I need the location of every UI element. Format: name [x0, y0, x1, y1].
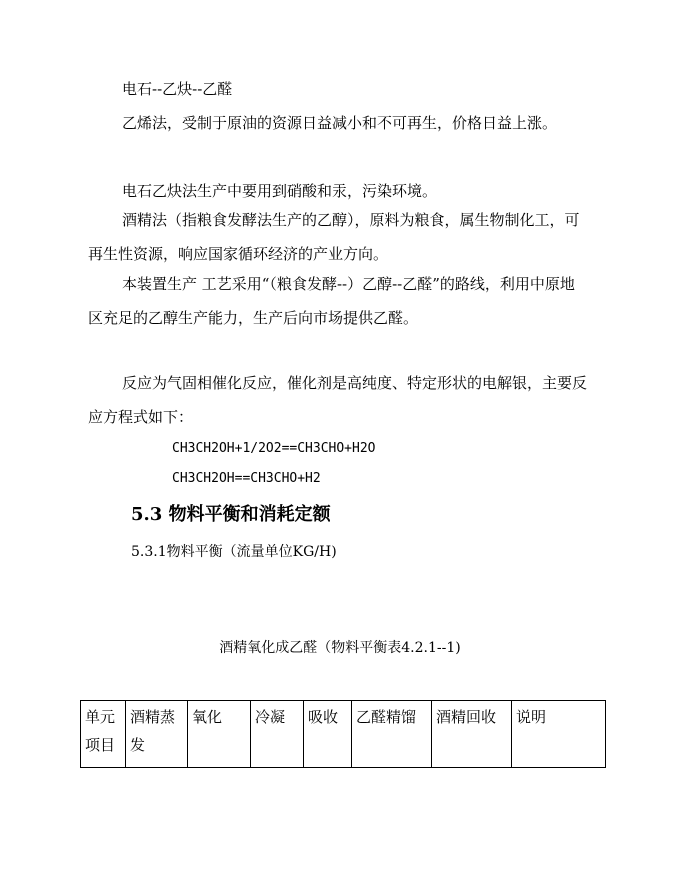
header-cell-recovery: 酒精回收 [432, 701, 512, 768]
material-balance-table [80, 700, 606, 768]
header-cell-distillation: 乙醛精馏 [352, 701, 432, 768]
paragraph-6: 反应为气固相催化反应，催化剂是高纯度、特定形状的电解银，主要反应方程式如下： [88, 374, 588, 426]
paragraph-1: 电石--乙炔--乙醛 [122, 80, 233, 98]
header-cell-unit: 单元项目 [81, 701, 126, 768]
header-cell-oxidation: 氧化 [188, 701, 251, 768]
paragraph-5: 本装置生产 工艺采用“（粮食发酵--）乙醇--乙醛”的路线，利用中原地区充足的乙醇生产能力，生产后向市场提供乙醛。 [88, 275, 575, 327]
header-cell-notes: 说明 [512, 701, 606, 768]
paragraph-4: 酒精法（指粮食发酵法生产的乙醇），原料为粮食，属生物制化工，可再生性资源，响应国家循环经济的产业方向。 [88, 211, 580, 263]
header-cell-absorption: 吸收 [304, 701, 352, 768]
subsection-heading: 5.3.1物料平衡（流量单位KG/H) [131, 544, 337, 560]
equation-1: CH3CH2OH+1/2O2==CH3CHO+H2O [172, 441, 376, 456]
paragraph-2: 乙烯法，受制于原油的资源日益减小和不可再生，价格日益上涨。 [122, 114, 558, 132]
table-caption: 酒精氧化成乙醛（物料平衡表4.2.1--1) [219, 640, 461, 656]
equation-2: CH3CH2OH==CH3CHO+H2 [172, 471, 321, 486]
header-cell-evaporation: 酒精蒸发 [126, 701, 188, 768]
header-cell-condensation: 冷凝 [251, 701, 304, 768]
table-header-row [81, 701, 606, 768]
section-heading: 5.3 物料平衡和消耗定额 [131, 504, 331, 525]
paragraph-3: 电石乙炔法生产中要用到硝酸和汞，污染环境。 [122, 182, 438, 200]
